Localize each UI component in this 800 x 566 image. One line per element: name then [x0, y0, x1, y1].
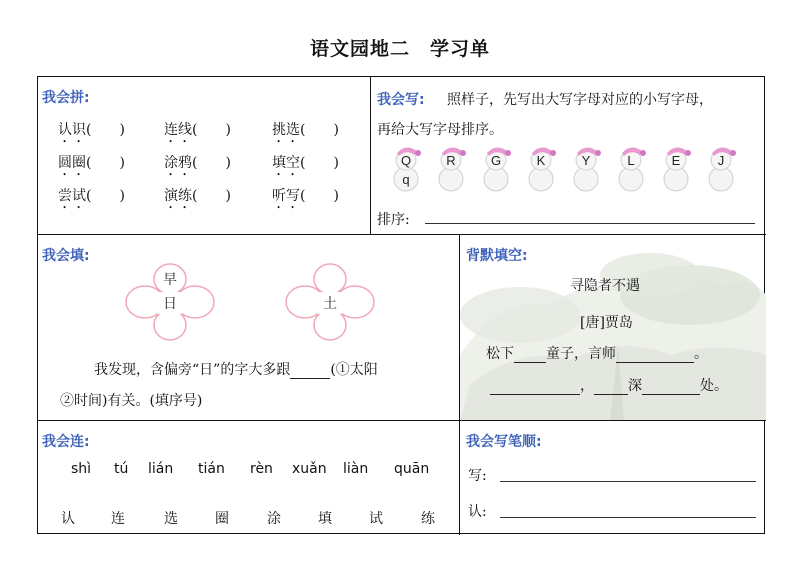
stroke-heading: 我会写笔顺:	[466, 434, 542, 450]
pinyin-section	[38, 77, 371, 235]
poem-blank[interactable]	[490, 381, 580, 395]
pinyin-word[interactable]: xuǎn	[292, 461, 327, 477]
write-section	[371, 77, 766, 235]
pinyin-item[interactable]: 认识( )	[58, 122, 125, 138]
pinyin-word[interactable]: liàn	[343, 461, 369, 477]
clover-diagram-2	[280, 259, 380, 345]
pinyin-word[interactable]: rèn	[250, 461, 273, 477]
poem-heading: 背默填空:	[466, 248, 528, 264]
pinyin-item[interactable]: 听写( )	[272, 188, 339, 204]
pinyin-item[interactable]: 填空( )	[272, 155, 339, 171]
uppercase-letter: K	[536, 153, 546, 168]
write-instruction-2: 再给大写字母排序。	[377, 122, 503, 138]
stroke-label-1: 写:	[468, 468, 487, 484]
uppercase-letter: J	[717, 153, 725, 168]
uppercase-letter: Y	[581, 153, 591, 168]
worksheet	[37, 76, 765, 534]
lowercase-example: q	[402, 172, 410, 187]
hanzi-char[interactable]: 连	[111, 511, 125, 527]
uppercase-letter: R	[446, 153, 456, 168]
hanzi-char[interactable]: 试	[369, 511, 383, 527]
stroke-answer-line[interactable]	[500, 517, 756, 518]
fill-section	[38, 235, 460, 421]
uppercase-letter: E	[671, 153, 681, 168]
pinyin-word[interactable]: lián	[148, 461, 174, 477]
write-heading: 我会写:	[377, 92, 425, 108]
hanzi-char[interactable]: 选	[164, 511, 178, 527]
connect-section	[38, 421, 460, 535]
pinyin-item[interactable]: 尝试( )	[58, 188, 125, 204]
poem-blank[interactable]	[616, 349, 694, 363]
poem-line-1: 松下 童子，言师 。	[486, 346, 708, 362]
poem-author: [唐]贾岛	[580, 315, 633, 331]
sort-answer-line[interactable]	[425, 223, 755, 224]
poem-title: 寻隐者不遇	[570, 278, 640, 294]
stroke-label-2: 认:	[468, 504, 487, 520]
stroke-answer-line[interactable]	[500, 481, 756, 482]
write-instruction-1: 照样子，先写出大写字母对应的小写字母，	[447, 92, 713, 108]
fill-sentence-1: 我发现，含偏旁“日”的字大多跟 (①太阳	[94, 362, 378, 378]
pinyin-word[interactable]: quān	[394, 461, 430, 477]
poem-line-2: ， 深 处。	[490, 375, 728, 395]
uppercase-letter: Q	[400, 153, 412, 168]
clover-center-char: 日	[163, 296, 177, 312]
clover-top-char: 早	[163, 272, 177, 288]
hanzi-char[interactable]: 练	[421, 511, 435, 527]
clover-diagram-1	[120, 259, 220, 345]
snowman-letters	[391, 145, 761, 201]
pinyin-item[interactable]: 连线( )	[164, 122, 231, 138]
stroke-section	[460, 421, 766, 535]
clover-center-char: 土	[323, 296, 337, 312]
hanzi-char[interactable]: 涂	[267, 511, 281, 527]
hanzi-char[interactable]: 认	[61, 511, 75, 527]
pinyin-item[interactable]: 涂鸦( )	[164, 155, 231, 171]
pinyin-word[interactable]: tián	[198, 461, 225, 477]
pinyin-item[interactable]: 演练( )	[164, 188, 231, 204]
uppercase-letter: L	[627, 153, 635, 168]
poem-blank[interactable]	[642, 381, 700, 395]
poem-blank[interactable]	[594, 381, 628, 395]
pinyin-word[interactable]: tú	[114, 461, 129, 477]
fill-heading: 我会填:	[42, 248, 90, 264]
connect-heading: 我会连:	[42, 434, 90, 450]
sort-label: 排序:	[377, 212, 410, 228]
fill-blank[interactable]	[290, 365, 330, 379]
fill-sentence-2: ②时间)有关。(填序号)	[60, 393, 203, 409]
hanzi-char[interactable]: 圈	[215, 511, 229, 527]
uppercase-letter: G	[490, 153, 502, 168]
pinyin-word[interactable]: shì	[71, 461, 92, 477]
pinyin-item[interactable]: 挑选( )	[272, 122, 339, 138]
pinyin-item[interactable]: 圆圈( )	[58, 155, 125, 171]
page-title: 语文园地二 学习单	[309, 38, 490, 60]
poem-blank[interactable]	[514, 349, 546, 363]
poem-section	[460, 235, 766, 421]
hanzi-char[interactable]: 填	[318, 511, 332, 527]
pinyin-heading: 我会拼:	[42, 90, 90, 106]
